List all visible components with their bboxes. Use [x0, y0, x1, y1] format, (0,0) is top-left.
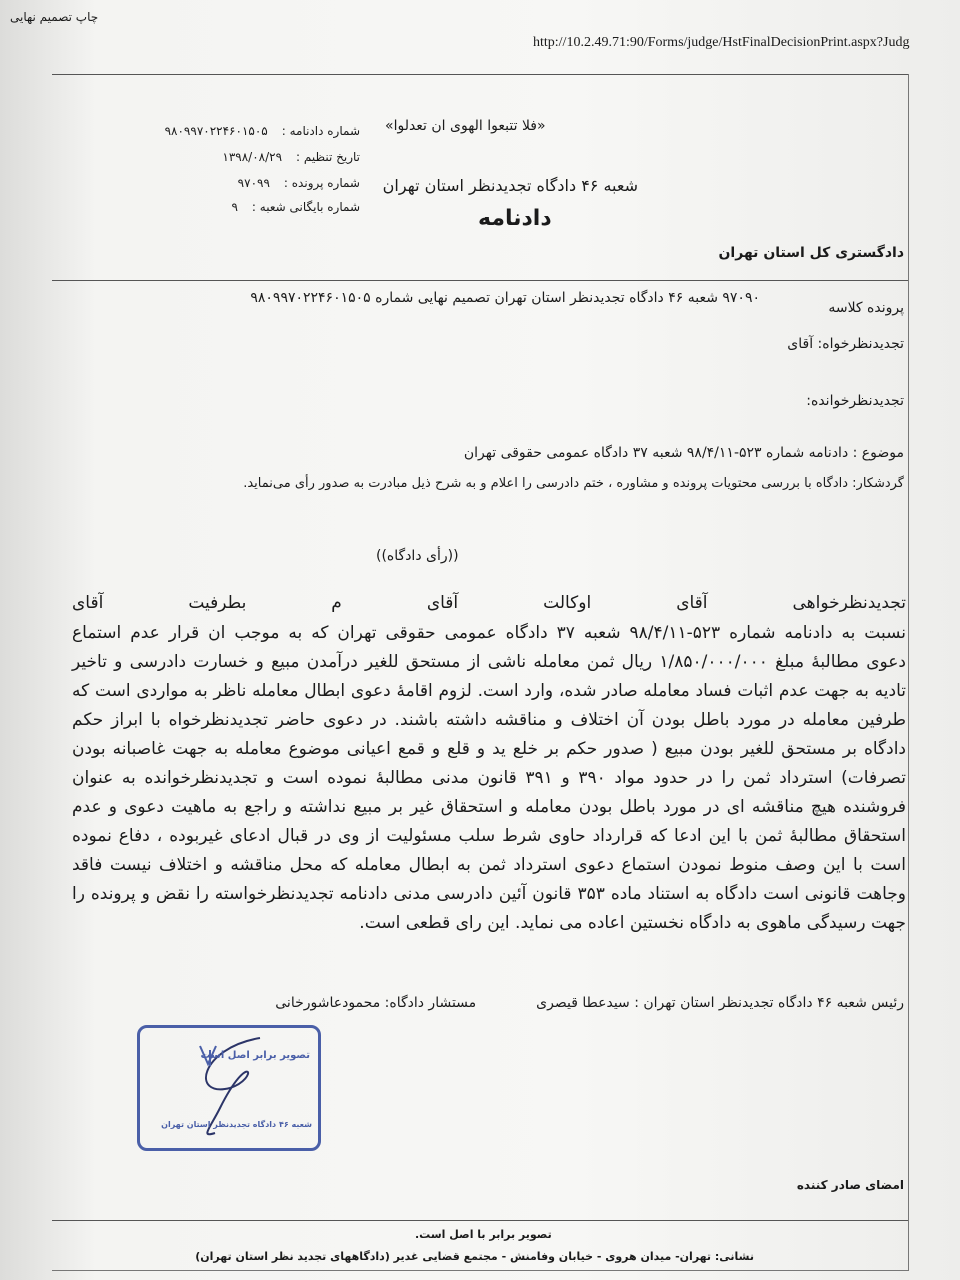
signature-scribble-icon: [140, 1028, 318, 1148]
field-label-doc-number: شماره دادنامه :: [281, 124, 360, 138]
verdict-line: وجاهت قانونی است دادگاه به استناد ماده ۳۵۳ قانون آئین دادرسی مدنی دادنامه تجدیدنظرخواسته را نقض و پرونده را: [72, 884, 906, 904]
president-signature: رئیس شعبه ۴۶ دادگاه تجدیدنظر استان تهران : سیدعطا قیصری: [536, 995, 904, 1011]
field-file-number: [238, 176, 360, 190]
stamp-text-branch: شعبه ۴۶ دادگاه تجدیدنظر استان تهران: [161, 1120, 312, 1129]
field-label-archive-number: شماره بایگانی شعبه :: [251, 200, 360, 214]
counselor-signature: مستشار دادگاه: محمودعاشورخانی: [275, 995, 477, 1011]
subject: موضوع : دادنامه شماره ۵۲۳-۹۸/۴/۱۱ شعبه ۳۷ دادگاه عمومی حقوقی تهران: [463, 445, 904, 461]
appellee-label: تجدیدنظرخوانده:: [806, 393, 904, 409]
field-value-file-number: ۹۷۰۹۹: [237, 176, 270, 190]
footer-address: نشانی: تهران- میدان هروی - خیابان وفامنش - مجتمع قضایی غدیر (دادگاههای تجدید نظر استان تهران): [195, 1250, 754, 1263]
court-stamp: [137, 1025, 321, 1151]
signature-row: [275, 995, 904, 1011]
field-label-file-number: شماره پرونده :: [283, 176, 360, 190]
doc-type-title: دادنامه: [478, 206, 552, 231]
verdict-line: جهت رسیدگی ماهوی به دادگاه نخستین اعاده می نماید. این رای قطعی است.: [359, 913, 906, 933]
judiciary-name: دادگستری کل استان تهران: [718, 245, 904, 261]
branch-title: شعبه ۴۶ دادگاه تجدیدنظر استان تهران: [382, 176, 638, 195]
file-label: پرونده کلاسه: [828, 300, 904, 316]
verdict-line: دعوی مطالبهٔ مبلغ ۱/۸۵۰/۰۰۰/۰۰۰ ریال ثمن معامله ناشی از مستحق للغیر درآمدن مبیع و خسارت دادرسی و تاخیر: [72, 652, 906, 672]
proceedings: گردشکار: دادگاه با بررسی محتویات پرونده و مشاوره ، ختم دادرسی را اعلام و به شرح ذیل مبادرت به صدور رأی می‌نماید.: [243, 476, 904, 491]
verdict-line: تادیه به جهت عدم اثبات فساد معامله صادر شده، وارد است. لزوم اقامهٔ دعوی ابطال معامله ناظر به مواردی است که: [72, 681, 906, 701]
footer-certified: تصویر برابر با اصل است.: [415, 1228, 552, 1241]
field-doc-number: [165, 124, 360, 138]
field-value-doc-number: ۹۸۰۹۹۷۰۲۲۴۶۰۱۵۰۵: [164, 124, 268, 138]
top-divider: [52, 74, 908, 75]
verdict-line: طرفین معامله در مورد باطل بودن آن اختلاف و مناقشه داشته باشند. در دعوی حاضر تجدیدنظرخواه با ابراز حکم: [72, 710, 906, 730]
verse: «فلا تتبعوا الهوی ان تعدلوا»: [385, 118, 546, 134]
field-archive-number: [231, 200, 360, 214]
footer-divider: [52, 1220, 908, 1221]
verdict-line: دادگاه بر مستحق للغیر بودن مبیع ( صدور حکم بر خلع ید و قلع و قمع اعیانی موضوع معامله به جهت غاصبانه بودن: [72, 739, 906, 759]
field-value-date: ۱۳۹۸/۰۸/۲۹: [222, 150, 283, 164]
issuer-signature-label: امضای صادر کننده: [796, 1178, 904, 1192]
field-value-archive-number: ۹: [231, 200, 238, 214]
file-text: ۹۷۰۹۰ شعبه ۴۶ دادگاه تجدیدنظر استان تهران تصمیم نهایی شماره ۹۸۰۹۹۷۰۲۲۴۶۰۱۵۰۵: [250, 290, 760, 306]
stamp-text-certified: تصویر برابر اصل است: [200, 1050, 310, 1061]
verdict-line: تجدیدنظرخواهی آقای اوکالت آقای م بطرفیت آقای: [72, 593, 906, 613]
header-divider: [52, 280, 908, 281]
verdict-line: فروشنده هیچ مناقشه ای در مورد باطل بودن معامله و استحقاق غیر بر مبیع نداشته و راجع به ماهیت دعوی و عدم: [72, 797, 906, 817]
field-date: [222, 150, 360, 164]
verdict-line: استحقاق مطالبهٔ ثمن با این ادعا که قرارداد حاوی شرط سلب مسئولیت از وی در قبال ادعای غیربوده ، دفاع نموده: [72, 826, 906, 846]
verdict-title: ((رأی دادگاه)): [376, 548, 459, 564]
verdict-line: نسبت به دادنامه شماره ۵۲۳-۹۸/۴/۱۱ شعبه ۳۷ دادگاه عمومی حقوقی تهران که به موجب ان قرار عدم استماع: [72, 623, 906, 643]
verdict-line: تصرفات) استرداد ثمن را در حدود مواد ۳۹۰ و ۳۹۱ قانون مدنی مطالبهٔ نموده است و تجدیدنظرخوانده به عنوان: [72, 768, 906, 788]
appellant-label: تجدیدنظرخواه: آقای: [787, 336, 904, 352]
field-label-date: تاریخ تنظیم :: [296, 150, 360, 164]
verdict-line: است با این وصف منوط نمودن استماع دعوی استرداد ثمن به ابطال معامله که محل مناقشه و اختلاف نیست فاقد: [72, 855, 906, 875]
print-url: http://10.2.49.71:90/Forms/judge/HstFinalDecisionPrint.aspx?Judg: [533, 35, 910, 50]
print-page-title: چاپ تصمیم نهایی: [10, 10, 99, 24]
